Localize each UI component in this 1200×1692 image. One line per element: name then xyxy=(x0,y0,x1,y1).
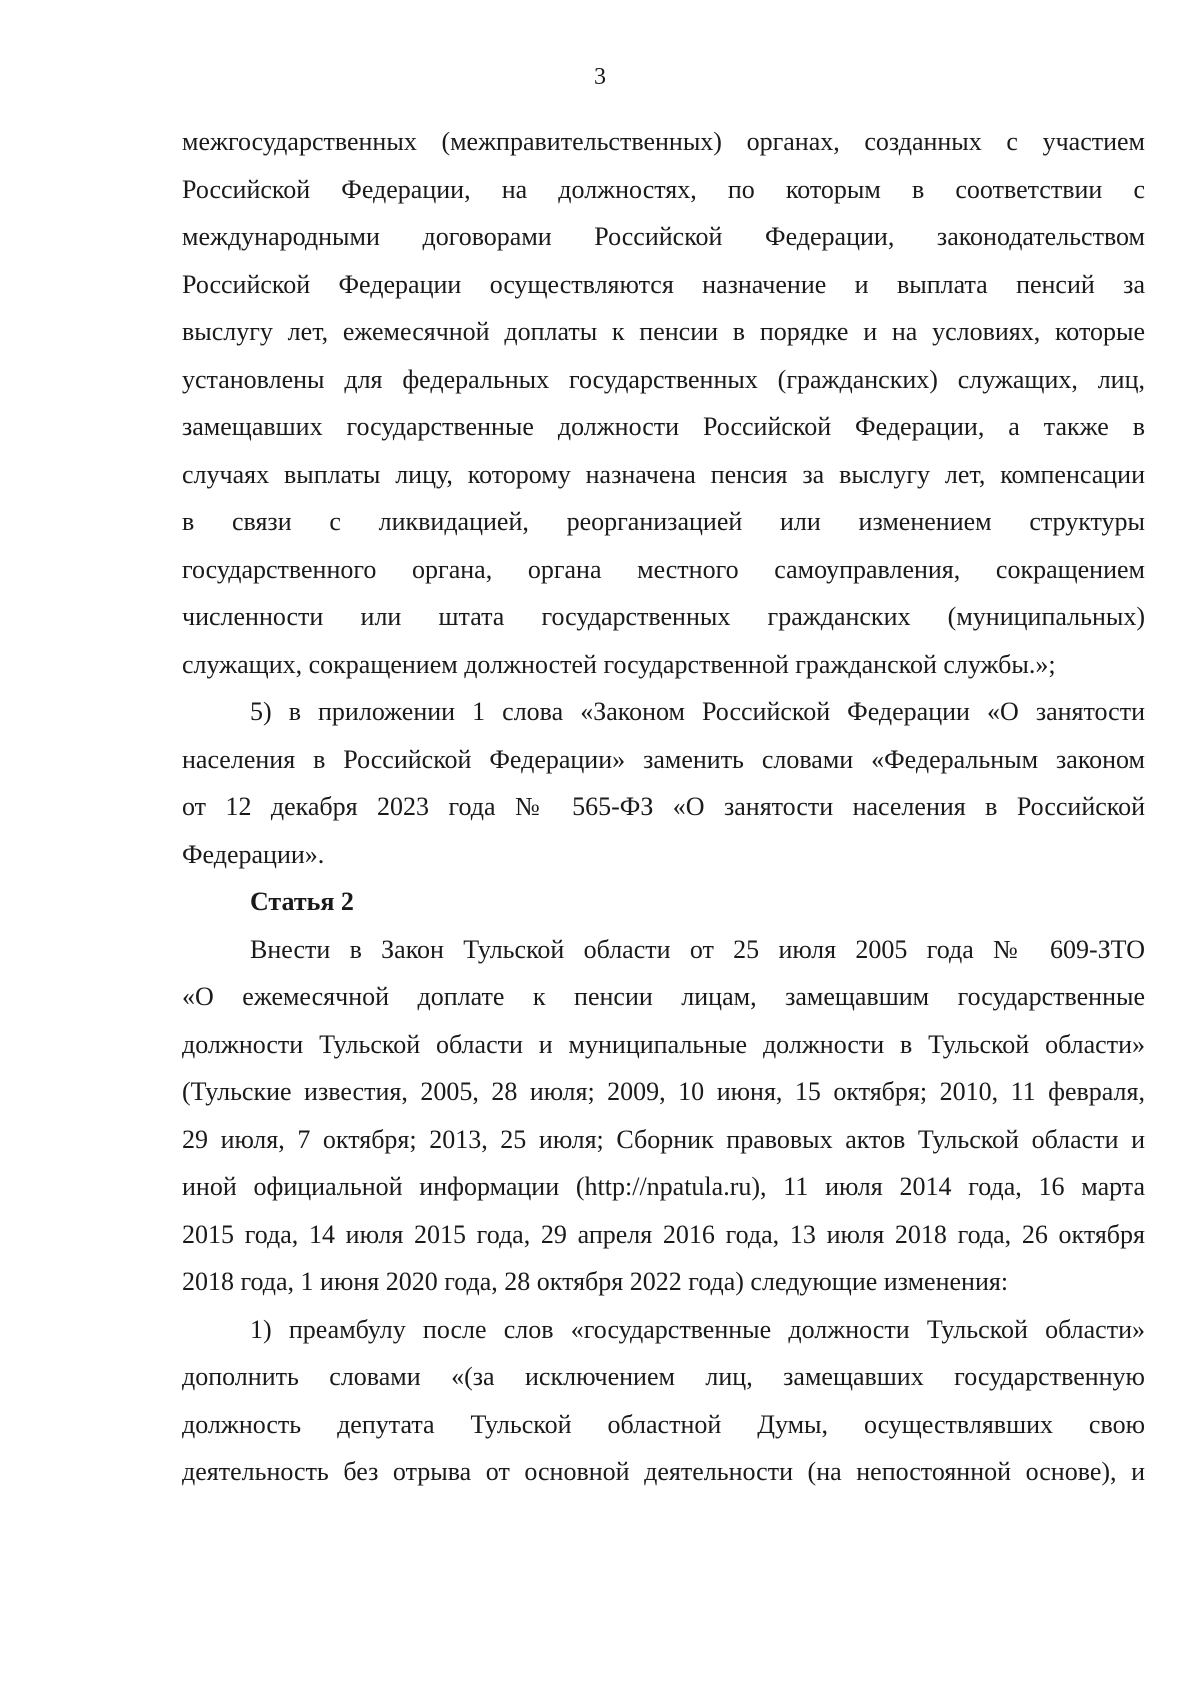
text-line: населения в Российской Федерации» заменить словами «Федеральным законом xyxy=(182,744,1145,774)
text-line: случаях выплаты лицу, которому назначена пенсия за выслугу лет, компенсации xyxy=(182,459,1145,489)
text-line: Российской Федерации, на должностях, по которым в соответствии с xyxy=(182,174,1145,204)
document-body xyxy=(182,118,1145,1496)
text-line: установлены для федеральных государственных (гражданских) служащих, лиц, xyxy=(182,364,1145,394)
text-line: Федерации». xyxy=(182,839,325,869)
text-line: 1) преамбулу после слов «государственные должности Тульской области» xyxy=(250,1314,1145,1344)
page-number: 3 xyxy=(594,64,606,90)
text-line: иной официальной информации (http://npatula.ru), 11 июля 2014 года, 16 марта xyxy=(182,1172,1145,1201)
paragraph-item-1 xyxy=(182,1306,1145,1496)
text-line: должности Тульской области и муниципальные должности в Тульской области» xyxy=(182,1029,1145,1059)
text-line: должность депутата Тульской областной Думы, осуществлявших свою xyxy=(182,1409,1145,1439)
paragraph-item-5 xyxy=(182,688,1145,878)
text-line: замещавших государственные должности Российской Федерации, а также в xyxy=(182,412,1145,441)
text-line: 2015 года, 14 июля 2015 года, 29 апреля 2016 года, 13 июля 2018 года, 26 октября xyxy=(182,1219,1145,1249)
text-line: международными договорами Российской Федерации, законодательством xyxy=(182,222,1145,251)
text-line: Российской Федерации осуществляются назначение и выплата пенсий за xyxy=(182,269,1145,299)
text-line: выслугу лет, ежемесячной доплаты к пенсии в порядке и на условиях, которые xyxy=(182,317,1145,346)
paragraph-article-2-intro xyxy=(182,926,1145,1306)
article-heading: Статья 2 xyxy=(250,887,354,916)
text-line: численности или штата государственных гражданских (муниципальных) xyxy=(182,602,1145,631)
text-line: 29 июля, 7 октября; 2013, 25 июля; Сборник правовых актов Тульской области и xyxy=(182,1124,1145,1154)
text-line: Внести в Закон Тульской области от 25 июля 2005 года № 609-ЗТО xyxy=(250,934,1145,964)
text-line: «О ежемесячной доплате к пенсии лицам, замещавшим государственные xyxy=(182,982,1145,1011)
text-line: от 12 декабря 2023 года № 565-ФЗ «О занятости населения в Российской xyxy=(182,792,1145,821)
text-line: государственного органа, органа местного самоуправления, сокращением xyxy=(182,554,1145,584)
text-line: 2018 года, 1 июня 2020 года, 28 октября 2022 года) следующие изменения: xyxy=(182,1267,1009,1296)
paragraph-continuation xyxy=(182,118,1145,688)
text-line: (Тульские известия, 2005, 28 июля; 2009, 10 июня, 15 октября; 2010, 11 февраля, xyxy=(182,1077,1145,1106)
text-line: служащих, сокращением должностей государственной гражданской службы.»; xyxy=(182,649,1056,679)
text-line: 5) в приложении 1 слова «Законом Российской Федерации «О занятости xyxy=(250,697,1145,726)
text-line: деятельность без отрыва от основной деятельности (на непостоянной основе), и xyxy=(182,1457,1145,1486)
text-line: дополнить словами «(за исключением лиц, замещавших государственную xyxy=(182,1362,1145,1391)
text-line: межгосударственных (межправительственных) органах, созданных с участием xyxy=(182,127,1145,156)
text-line: в связи с ликвидацией, реорганизацией или изменением структуры xyxy=(182,507,1145,536)
